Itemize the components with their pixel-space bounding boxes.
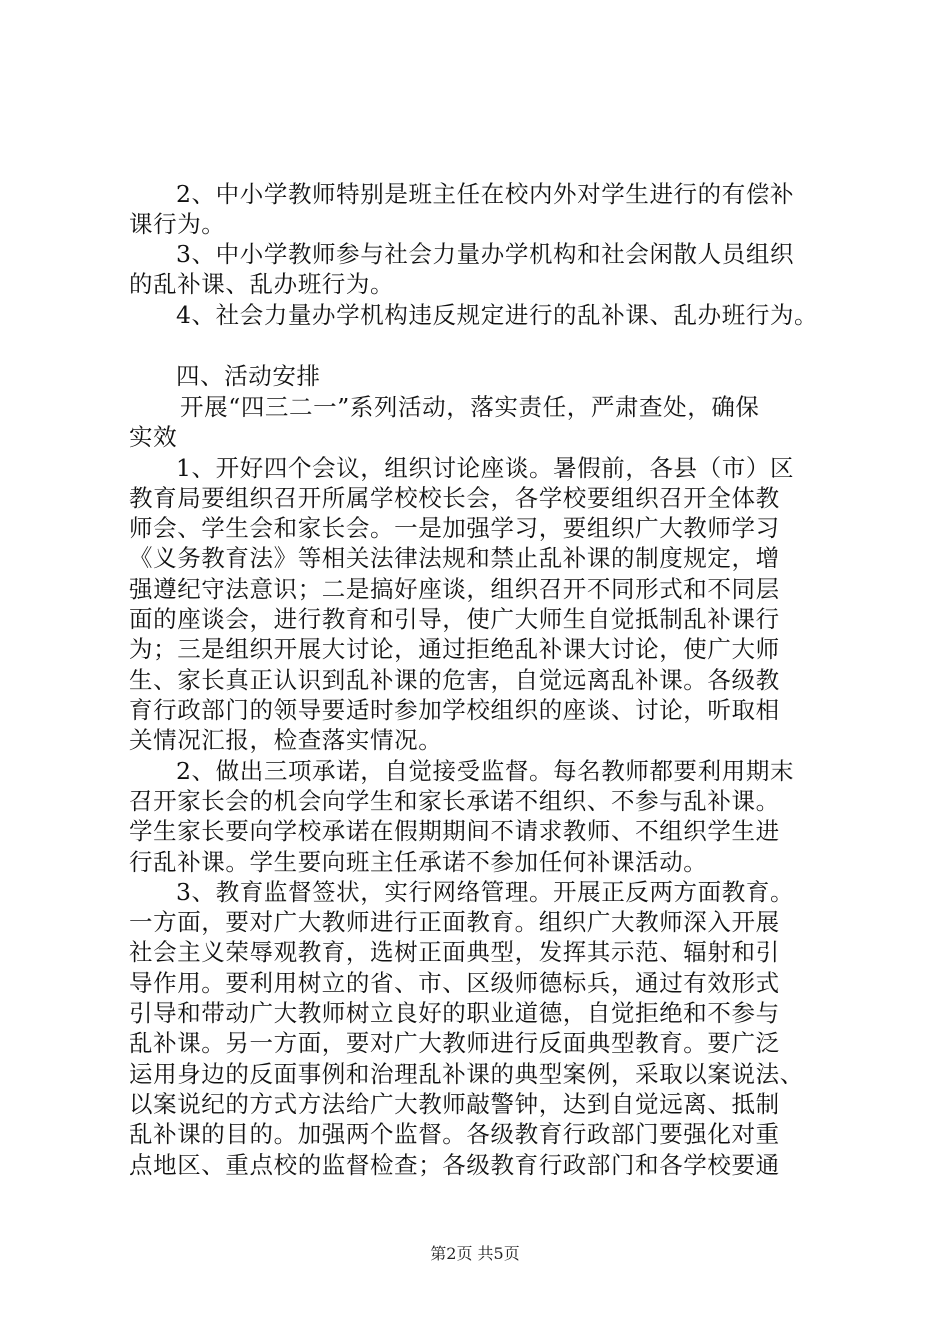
page-number-footer: 第2页 共5页 [430,1244,520,1263]
text-line: 2、做出三项承诺，自觉接受监督。每名教师都要利用期末 [176,757,795,785]
section-heading: 四、活动安排 [176,362,321,390]
text-line: 乱补课的目的。加强两个监督。各级教育行政部门要强化对重 [129,1120,780,1148]
text-line: 面的座谈会，进行教育和引导，使广大师生自觉抵制乱补课行 [129,605,780,633]
text-line: 社会主义荣辱观教育，选树正面典型，发挥其示范、辐射和引 [129,938,780,966]
text-line: 3、教育监督签状，实行网络管理。开展正反两方面教育。 [176,878,795,906]
text-line: 2、中小学教师特别是班主任在校内外对学生进行的有偿补 [176,180,795,208]
text-line: 实效 [129,423,178,451]
text-line: 运用身边的反面事例和治理乱补课的典型案例，采取以案说法、 [129,1060,804,1088]
text-line: 学生家长要向学校承诺在假期期间不请求教师、不组织学生进 [129,817,780,845]
text-line: 师会、学生会和家长会。一是加强学习，要组织广大教师学习 [129,514,780,542]
text-line: 乱补课。另一方面，要对广大教师进行反面典型教育。要广泛 [129,1029,780,1057]
text-line: 生、家长真正认识到乱补课的危害，自觉远离乱补课。各级教 [129,666,780,694]
text-line: 一方面，要对广大教师进行正面教育。组织广大教师深入开展 [129,908,780,936]
text-line: 3、中小学教师参与社会力量办学机构和社会闲散人员组织 [176,240,795,268]
text-line: 为；三是组织开展大讨论，通过拒绝乱补课大讨论，使广大师 [129,635,780,663]
text-line: 召开家长会的机会向学生和家长承诺不组织、不参与乱补课。 [129,787,780,815]
text-line: 育行政部门的领导要适时参加学校组织的座谈、讨论，听取相 [129,696,780,724]
text-line: 《义务教育法》等相关法律法规和禁止乱补课的制度规定，增 [129,544,780,572]
text-line: 教育局要组织召开所属学校校长会，各学校要组织召开全体教 [129,484,780,512]
text-line: 点地区、重点校的监督检查；各级教育行政部门和各学校要通 [129,1151,780,1179]
text-line: 行乱补课。学生要向班主任承诺不参加任何补课活动。 [129,848,708,876]
text-line: 开展“四三二一”系列活动，落实责任，严肃查处，确保 [180,393,760,421]
text-line: 1、开好四个会议，组织讨论座谈。暑假前，各县（市）区 [176,454,795,482]
text-line: 以案说纪的方式方法给广大教师敲警钟，达到自觉远离、抵制 [129,1090,780,1118]
text-line: 4、社会力量办学机构违反规定进行的乱补课、乱办班行为。 [176,301,819,329]
text-line: 导作用。要利用树立的省、市、区级师德标兵，通过有效形式 [129,969,780,997]
text-line: 的乱补课、乱办班行为。 [129,270,395,298]
text-line: 课行为。 [129,210,226,238]
text-line: 引导和带动广大教师树立良好的职业道德，自觉拒绝和不参与 [129,999,780,1027]
text-line: 强遵纪守法意识；二是搞好座谈，组织召开不同形式和不同层 [129,575,780,603]
text-line: 关情况汇报，检查落实情况。 [129,726,443,754]
